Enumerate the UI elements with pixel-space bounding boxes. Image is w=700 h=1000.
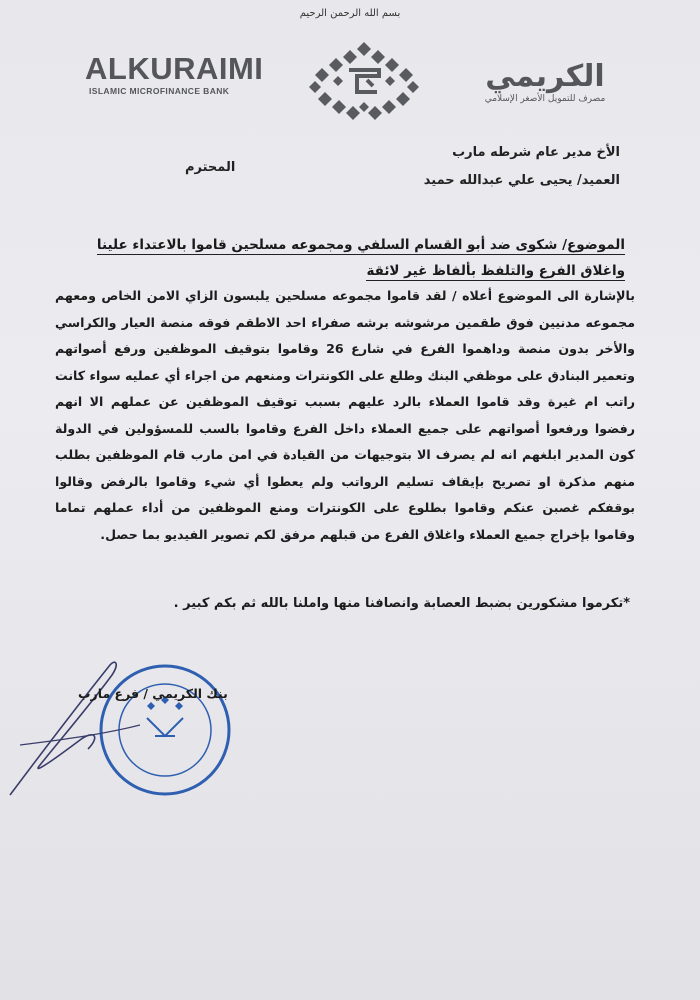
addressee-respected: المحترم bbox=[185, 160, 236, 175]
bismillah-header: بسم الله الرحمن الرحيم bbox=[299, 8, 401, 19]
brand-arabic-tagline: مصرف للتمويل الأصغر الإسلامي bbox=[484, 94, 606, 104]
handwritten-signature bbox=[0, 645, 150, 805]
letter-body: بالإشارة الى الموضوع أعلاه / لقد قاموا مجموعه مسلحين يلبسون الزاي الامن الخاص ومعهم مجموعه مدنيين فوق طقمين مرشوشه برشه صفراء احد الاطقم فوقه منصة العيار والكراسي والأخر بدون منصة وداهموا الفرع في شارع 26 وقاموا بتوقيف الموظفين ورفع أصواتهم وتعمير البنادق على موظفي البنك وطلع على الكونترات ومنعهم من اجراء أي عمليه سواء كانت راتب ام غيرة وقد قاموا العملاء بالرد عليهم بسبب توقيف الموظفين عن عملهم الا انهم رفضوا ورفعوا أصواتهم على جميع العملاء داخل الفرع وقاموا بالسب للمسؤولين في الدولة كون المدير ابلغهم انه لم يصرف الا بتوجيهات من القيادة في امن مارب قام الموظفين بطلب منهم مذكرة او تصريح بإيقاف تسليم الرواتب ولم يعطوا أي شيء وقاموا بالرفض وقالوا بوقفكم غصبن عنكم وقاموا بطلوع على الكونترات ومنع الموظفين من أداء عملهم تماما وقاموا بإخراج جميع العملاء واغلاق الفرع من قبلهم مرفق لكم تصوير الفيديو بما حصل. bbox=[55, 288, 635, 542]
brand-latin-name: ALKURAIMI bbox=[85, 51, 264, 86]
addressee-line-2: العميد/ يحيى علي عبدالله حميد bbox=[423, 173, 620, 188]
brand-arabic-logo-text bbox=[450, 60, 640, 104]
subject-block bbox=[65, 232, 625, 284]
signature-label: بنك الكريمي / فرع مارب bbox=[78, 686, 228, 701]
brand-latin-tagline: ISLAMIC MICROFINANCE BANK bbox=[89, 86, 230, 96]
brand-latin-logo-text bbox=[85, 52, 285, 96]
brand-arabic-name: الكريمي bbox=[485, 59, 605, 94]
alkuraimi-emblem-icon bbox=[305, 40, 423, 122]
addressee-line-1: الأخ مدير عام شرطه مارب bbox=[452, 145, 620, 160]
subject-line-1: الموضوع/ شكوى ضد أبو القسام السلفي ومجموعه مسلحين قاموا بالاعتداء علينا bbox=[96, 237, 625, 253]
subject-line-2: واغلاق الفرع والتلفظ بألفاظ غير لائقة bbox=[366, 263, 625, 279]
closing-line: *تكرموا مشكورين بضبط العصابة وانصافنا منها واملنا بالله ثم بكم كبير . bbox=[173, 596, 630, 611]
